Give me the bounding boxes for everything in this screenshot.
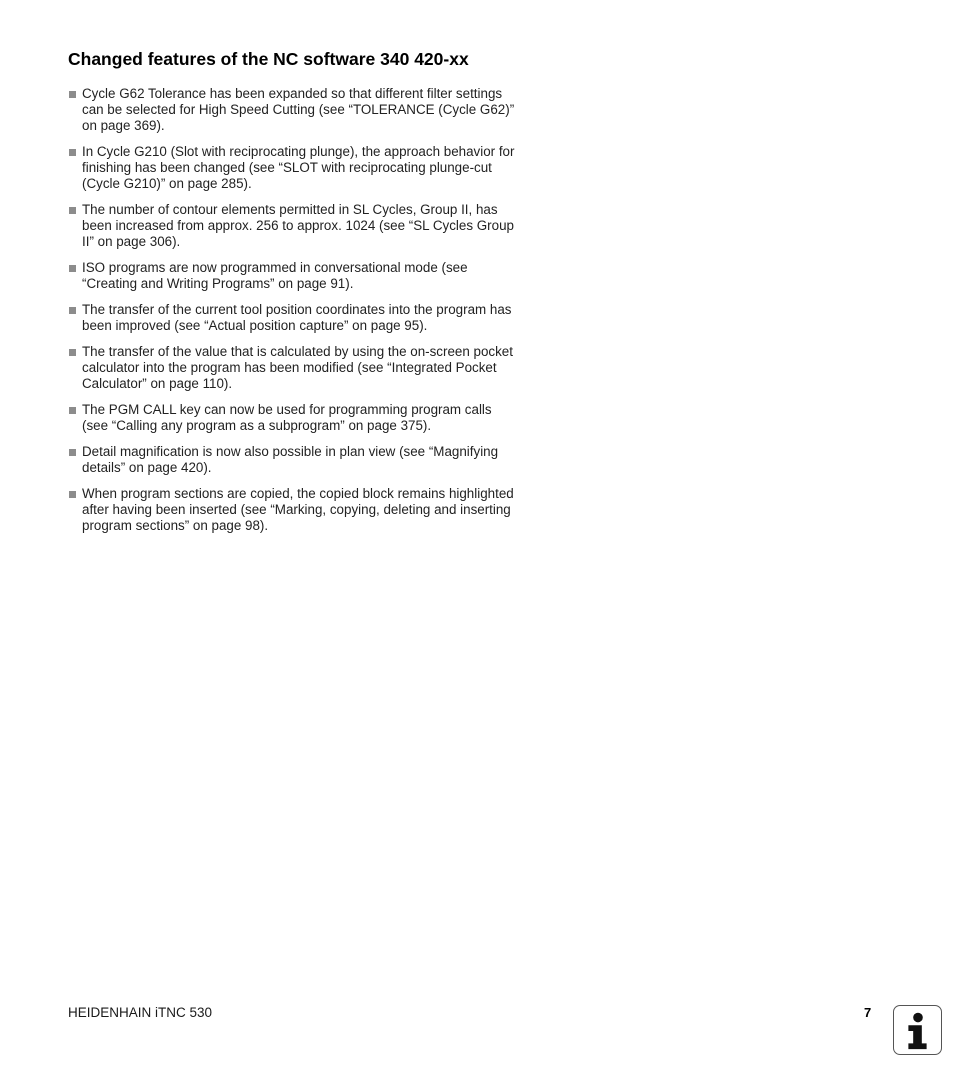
square-bullet-icon [69,491,76,498]
square-bullet-icon [69,407,76,414]
list-item-text: The transfer of the value that is calculated by using the on-screen pocket calculator into the program has been modified (see “Integrated Pocket Calculator” on page 110). [82,344,513,391]
list-item-text: When program sections are copied, the copied block remains highlighted after having been inserted (see “Marking, copying, deleting and inserting program sections” on page 98). [82,486,514,533]
list-item [68,402,518,434]
feature-list [68,86,518,544]
square-bullet-icon [69,91,76,98]
list-item-text: ISO programs are now programmed in conversational mode (see “Creating and Writing Programs” on page 91). [82,260,468,291]
list-item [68,144,518,192]
list-item [68,86,518,134]
list-item [68,486,518,534]
square-bullet-icon [69,207,76,214]
square-bullet-icon [69,349,76,356]
square-bullet-icon [69,149,76,156]
list-item [68,202,518,250]
square-bullet-icon [69,307,76,314]
info-icon [893,1005,942,1055]
page-number: 7 [864,1005,872,1020]
list-item [68,302,518,334]
list-item-text: The PGM CALL key can now be used for programming program calls (see “Calling any program as a subprogram” on page 375). [82,402,492,433]
section-title: Changed features of the NC software 340 420-xx [68,49,469,69]
footer-product-name: HEIDENHAIN iTNC 530 [68,1005,213,1020]
list-item-text: The transfer of the current tool position coordinates into the program has been improved (see “Actual position capture” on page 95). [82,302,512,333]
square-bullet-icon [69,449,76,456]
list-item-text: The number of contour elements permitted in SL Cycles, Group II, has been increased from approx. 256 to approx. 1024 (see “SL Cycles Group II” on page 306). [82,202,514,249]
info-icon-graphic [894,1006,941,1054]
list-item [68,444,518,476]
list-item-text: Detail magnification is now also possible in plan view (see “Magnifying details” on page 420). [82,444,499,475]
list-item-text: Cycle G62 Tolerance has been expanded so that different filter settings can be selected for High Speed Cutting (see “TOLERANCE (Cycle G62)” on page 369). [82,86,515,133]
list-item-text: In Cycle G210 (Slot with reciprocating plunge), the approach behavior for finishing has been changed (see “SLOT with reciprocating plunge-cut (Cycle G210)” on page 285). [82,144,515,191]
square-bullet-icon [69,265,76,272]
list-item [68,344,518,392]
list-item [68,260,518,292]
